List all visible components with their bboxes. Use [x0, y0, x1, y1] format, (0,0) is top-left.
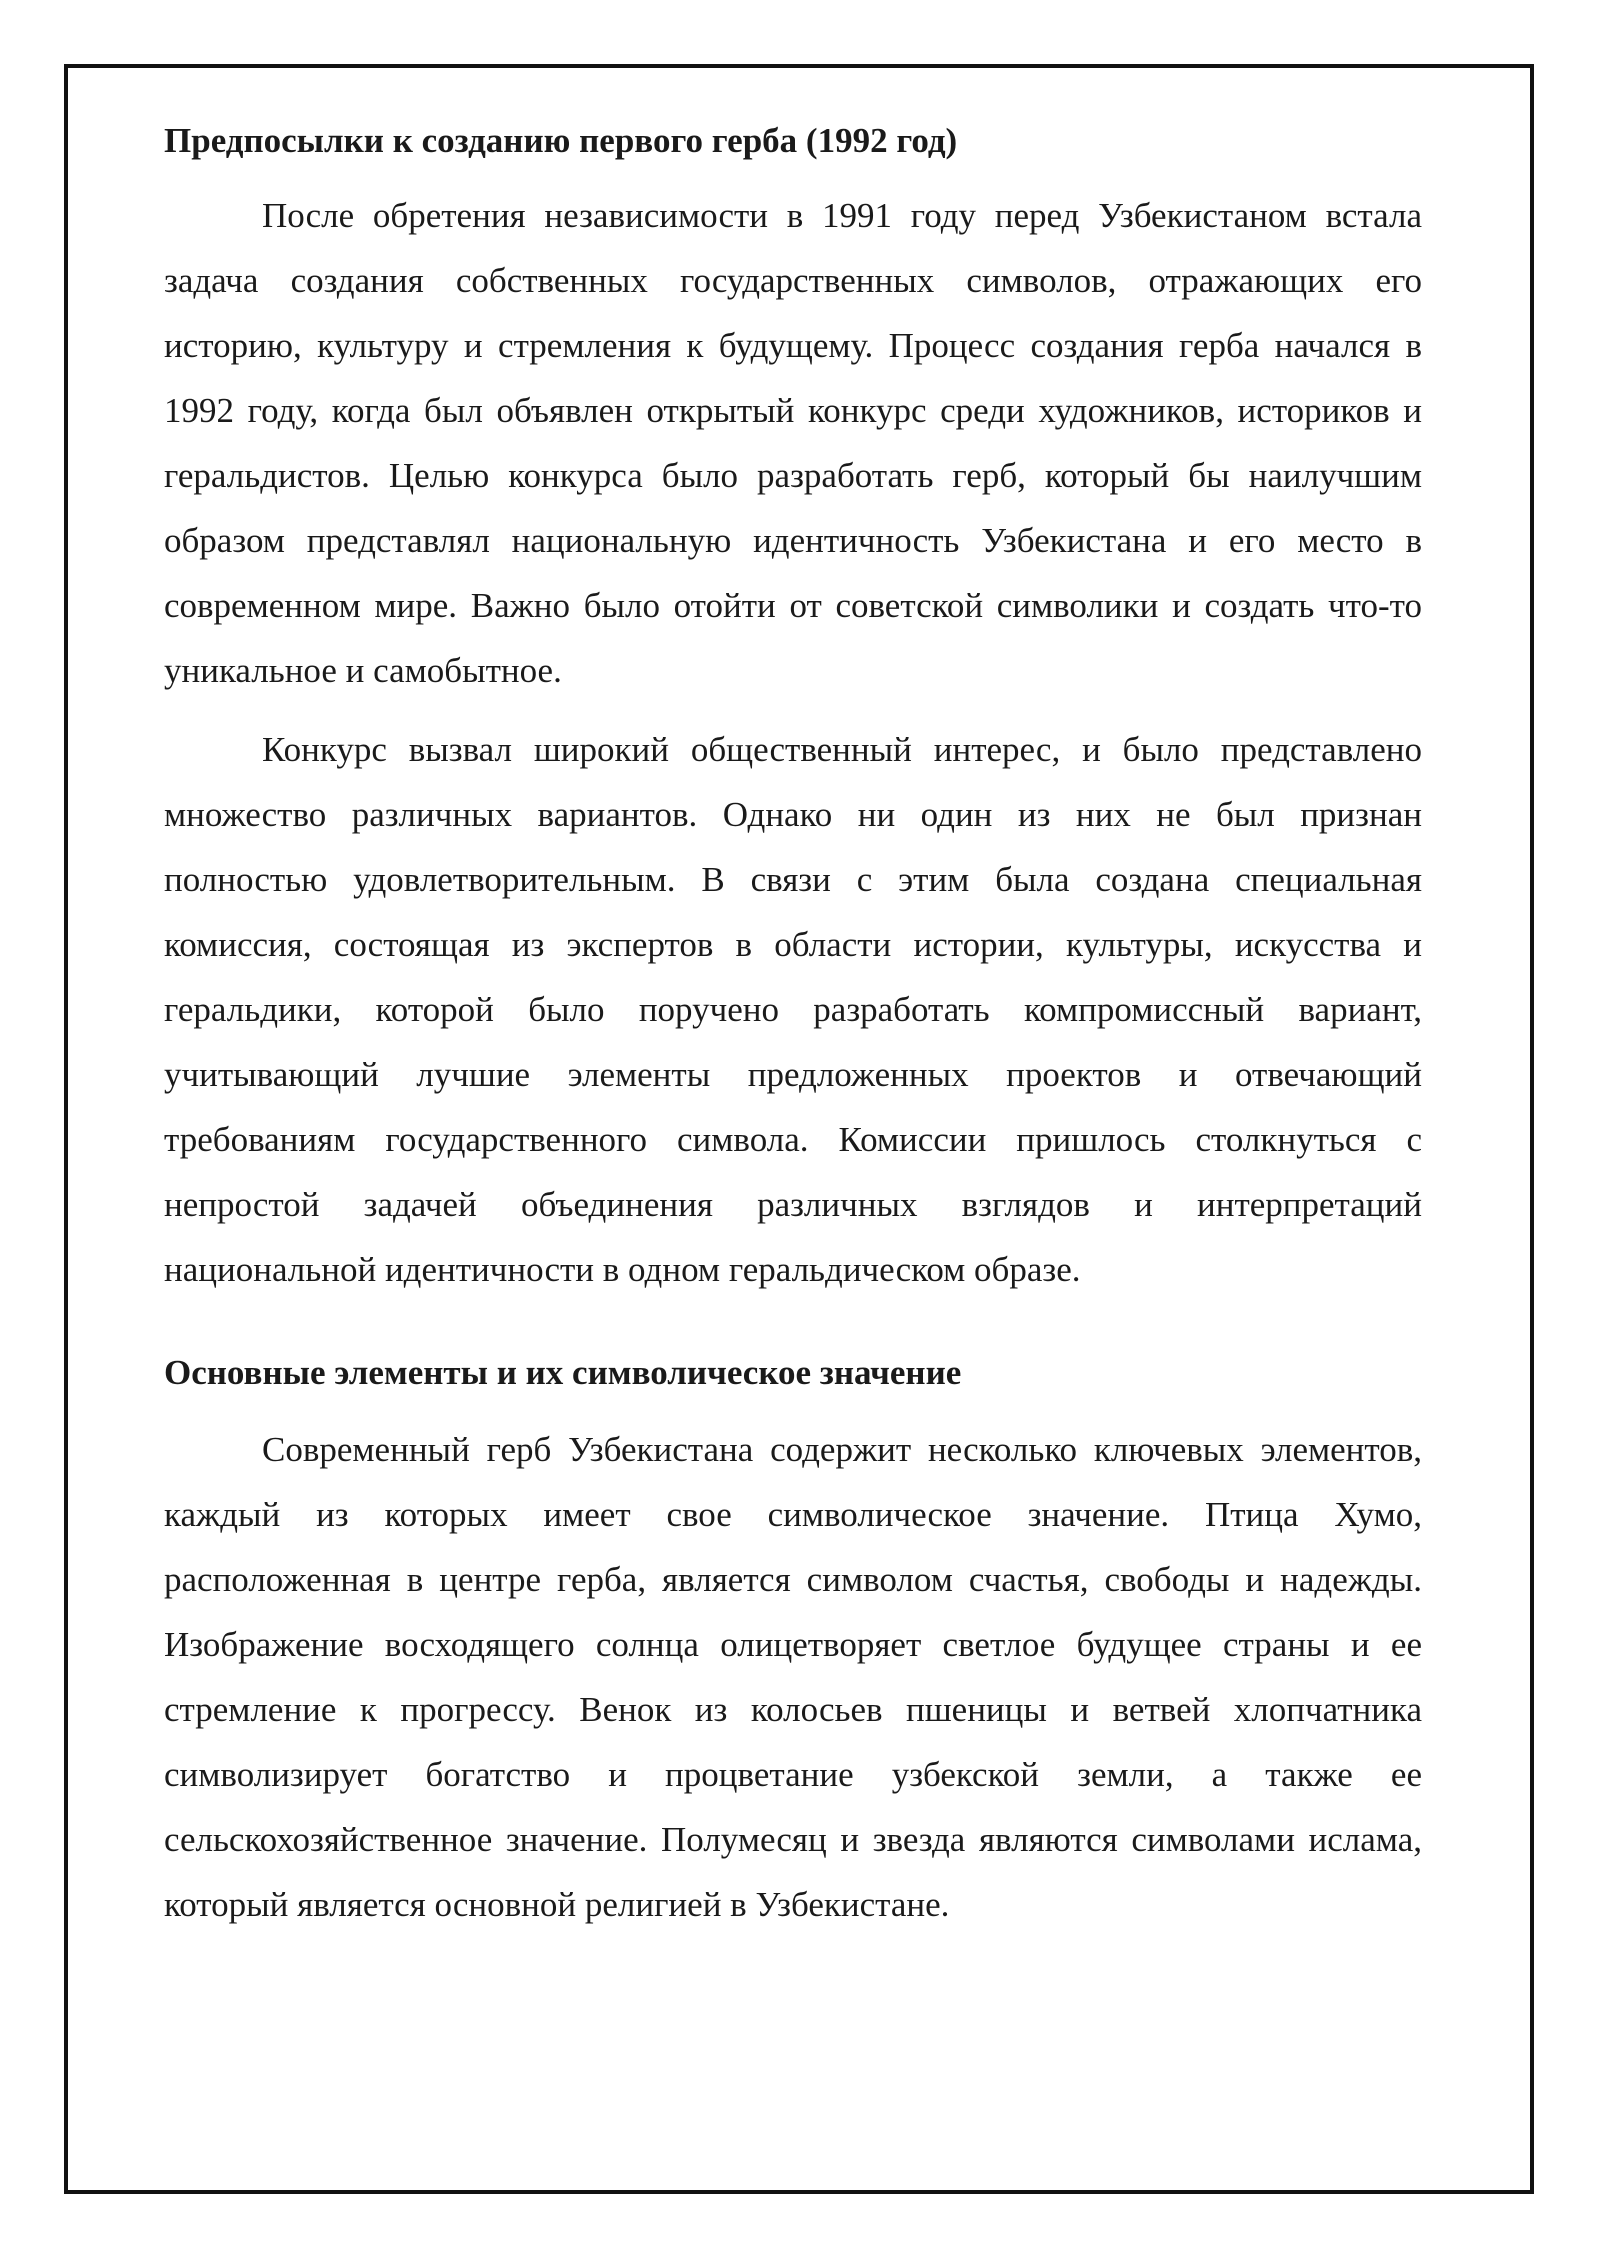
paragraph-competition: Конкурс вызвал широкий общественный интерес, и было представлено множество различных вариантов. Однако ни один из них не был признан полностью удовлетворительным. В связи с этим была создана специальная комиссия, состоящая из экспертов в области истории, культуры, искусства и геральдики, которой было поручено разработать компромиссный вариант, учитывающий лучшие элементы предложенных проектов и отвечающий требованиям государственного символа. Комиссии пришлось столкнуться с непростой задачей объединения различных взглядов и интерпретаций национальной идентичности в одном геральдическом образе.: [164, 730, 1422, 1289]
section-heading-first-emblem: Предпосылки к созданию первого герба (1992 год): [164, 121, 958, 160]
paragraph-independence: После обретения независимости в 1991 году перед Узбекистаном встала задача создания собственных государственных символов, отражающих его историю, культуру и стремления к будущему. Процесс создания герба начался в 1992 году, когда был объявлен открытый конкурс среди художников, историков и геральдистов. Целью конкурса было разработать герб, который бы наилучшим образом представлял национальную идентичность Узбекистана и его место в современном мире. Важно было отойти от советской символики и создать что-то уникальное и самобытное.: [164, 196, 1422, 690]
section-heading-elements: Основные элементы и их символическое значение: [164, 1353, 962, 1392]
paragraph-symbolism: Современный герб Узбекистана содержит несколько ключевых элементов, каждый из которых имеет свое символическое значение. Птица Хумо, расположенная в центре герба, является символом счастья, свободы и надежды. Изображение восходящего солнца олицетворяет светлое будущее страны и ее стремление к прогрессу. Венок из колосьев пшеницы и ветвей хлопчатника символизирует богатство и процветание узбекской земли, а также ее сельскохозяйственное значение. Полумесяц и звезда являются символами ислама, который является основной религией в Узбекистане.: [164, 1430, 1422, 1924]
document-body: [164, 108, 1422, 1951]
